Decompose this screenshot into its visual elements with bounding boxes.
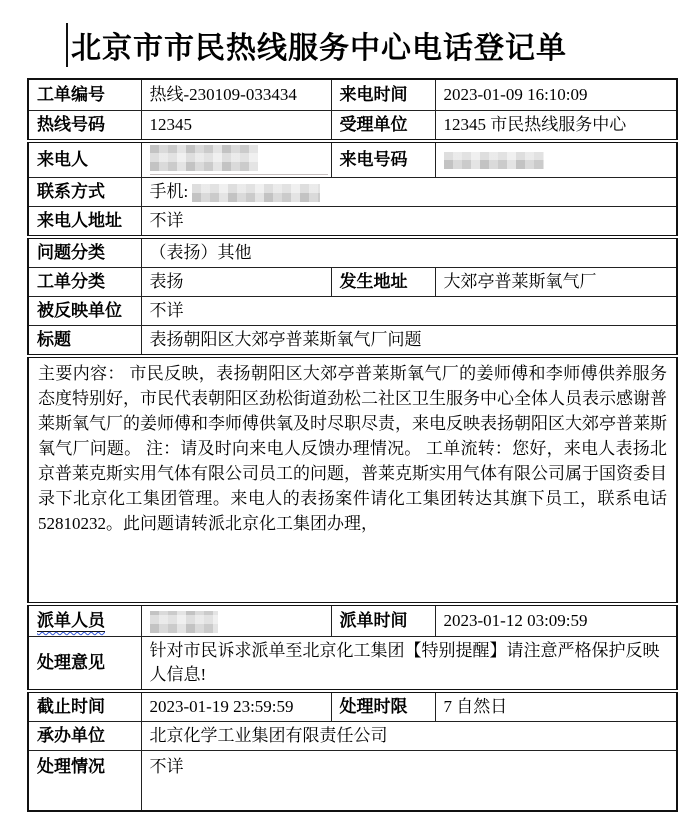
caller-value-cell <box>141 141 331 178</box>
order-no-label: 工单编号 <box>28 79 141 110</box>
incident-addr-value: 大郊亭普莱斯氧气厂 <box>435 267 677 296</box>
caller-addr-label: 来电人地址 <box>28 206 141 237</box>
dispatcher-redacted-value <box>150 611 218 633</box>
dispatcher-label-cell <box>28 604 141 637</box>
handle-limit-value: 7 自然日 <box>435 691 677 722</box>
handle-opinion-label: 处理意见 <box>28 637 141 692</box>
registration-form-page <box>0 22 700 839</box>
handle-unit-label: 承办单位 <box>28 722 141 751</box>
phone-redacted-value <box>192 184 320 202</box>
accept-unit-value: 12345 市民热线服务中心 <box>435 110 677 141</box>
row-dispatcher <box>28 604 677 637</box>
accept-unit-label: 受理单位 <box>331 110 435 141</box>
order-no-value: 热线-230109-033434 <box>141 79 331 110</box>
dispatch-time-value: 2023-01-12 03:09:59 <box>435 604 677 637</box>
call-time-value: 2023-01-09 16:10:09 <box>435 79 677 110</box>
dispatch-time-label: 派单时间 <box>331 604 435 637</box>
row-handle-status <box>28 751 677 811</box>
text-cursor <box>66 23 68 67</box>
deadline-value: 2023-01-19 23:59:59 <box>141 691 331 722</box>
call-time-label: 来电时间 <box>331 79 435 110</box>
contact-value-cell <box>141 177 677 206</box>
caller-addr-value: 不详 <box>141 206 677 237</box>
caller-redacted-value <box>150 145 258 171</box>
row-order-no <box>28 79 677 110</box>
row-problem-class <box>28 237 677 268</box>
contact-value-prefix: 手机: <box>149 181 189 201</box>
handle-status-label: 处理情况 <box>28 751 141 811</box>
caller-no-value-cell <box>435 141 677 178</box>
reported-unit-label: 被反映单位 <box>28 296 141 325</box>
main-content-cell <box>28 356 677 604</box>
caller-label: 来电人 <box>28 141 141 178</box>
dispatcher-label: 派单人员 <box>37 610 105 630</box>
row-contact <box>28 177 677 206</box>
row-hotline-no <box>28 110 677 141</box>
contact-label: 联系方式 <box>28 177 141 206</box>
deadline-label: 截止时间 <box>28 691 141 722</box>
handle-opinion-value: 针对市民诉求派单至北京化工集团【特别提醒】请注意严格保护反映人信息! <box>141 637 677 692</box>
handle-unit-value: 北京化学工业集团有限责任公司 <box>141 722 677 751</box>
hotline-no-value: 12345 <box>141 110 331 141</box>
main-content-label: 主要内容： <box>38 363 125 383</box>
problem-class-value: （表扬）其他 <box>141 237 677 268</box>
page-title: 北京市市民热线服务中心电话登记单 <box>71 32 567 65</box>
caller-no-label: 来电号码 <box>331 141 435 178</box>
handle-limit-label: 处理时限 <box>331 691 435 722</box>
row-main-content <box>28 356 677 604</box>
incident-addr-label: 发生地址 <box>331 267 435 296</box>
row-deadline <box>28 691 677 722</box>
hotline-no-label: 热线号码 <box>28 110 141 141</box>
caller-no-redacted-value <box>444 152 544 169</box>
row-subject <box>28 325 677 356</box>
row-reported-unit <box>28 296 677 325</box>
main-content-text: 市民反映，表扬朝阳区大郊亭普莱斯氧气厂的姜师傅和李师傅供养服务态度特别好，市民代表朝阳区劲松街道劲松二社区卫生服务中心全体人员表示感谢普莱斯氧气厂的姜师傅和李师傅供氧及时尽职尽责，来电反映表扬朝阳区大郊亭普莱斯氧气厂问题。 注：请及时向来电人反馈办理情况。 工单流转：您好，来电人表扬北京普莱克斯实用气体有限公司员工的问题，普莱克斯实用气体有限公司属于国资委目录下北京化工集团管理。来电人的表扬案件请化工集团转达其旗下员工，联系电话 52810232。此问题请转派北京化工集团办理， <box>38 363 668 533</box>
registration-table <box>27 78 678 812</box>
order-class-value: 表扬 <box>141 267 331 296</box>
title-row <box>66 22 700 68</box>
handle-status-value: 不详 <box>141 751 677 811</box>
dispatcher-value-cell <box>141 604 331 637</box>
row-caller-addr <box>28 206 677 237</box>
row-handle-unit <box>28 722 677 751</box>
row-handle-opinion <box>28 637 677 692</box>
subject-label: 标题 <box>28 325 141 356</box>
caller-redacted-underline <box>150 145 328 175</box>
row-caller <box>28 141 677 178</box>
problem-class-label: 问题分类 <box>28 237 141 268</box>
reported-unit-value: 不详 <box>141 296 677 325</box>
subject-value: 表扬朝阳区大郊亭普莱斯氧气厂问题 <box>141 325 677 356</box>
order-class-label: 工单分类 <box>28 267 141 296</box>
row-order-class <box>28 267 677 296</box>
